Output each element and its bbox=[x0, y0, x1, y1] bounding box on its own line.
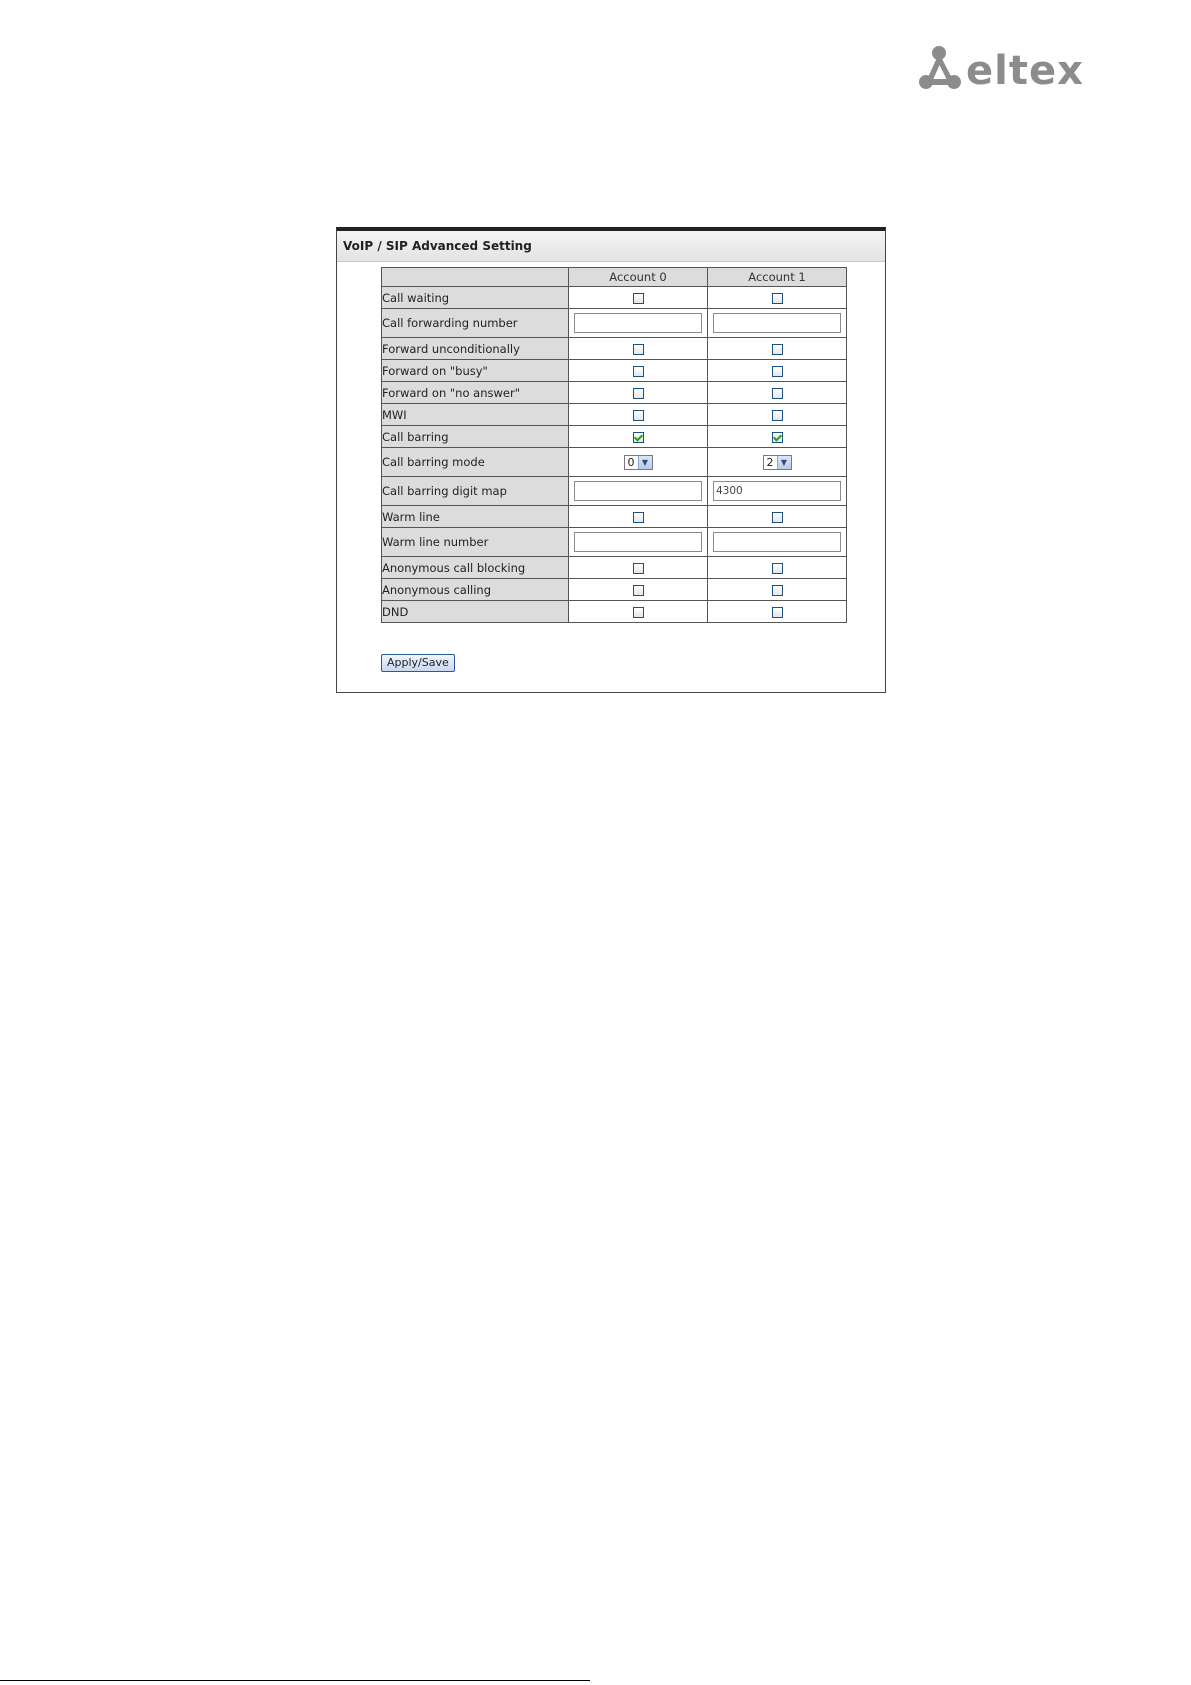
logo-text: eltex bbox=[966, 48, 1084, 92]
anonymous-calling-checkbox-account-1[interactable] bbox=[772, 585, 783, 596]
call-barring-digit-map-input-account-0[interactable] bbox=[574, 481, 702, 501]
label-dnd: DND bbox=[382, 601, 569, 623]
call-forwarding-number-input-account-0[interactable] bbox=[574, 313, 702, 333]
dnd-checkbox-account-0[interactable] bbox=[633, 607, 644, 618]
label-forward-no-answer: Forward on "no answer" bbox=[382, 382, 569, 404]
call-barring-mode-value-account-0: 0 bbox=[627, 455, 635, 469]
chevron-down-icon[interactable]: ▼ bbox=[638, 456, 652, 469]
warm-line-checkbox-account-0[interactable] bbox=[633, 512, 644, 523]
header-account-0: Account 0 bbox=[569, 268, 708, 287]
label-anonymous-calling: Anonymous calling bbox=[382, 579, 569, 601]
mwi-checkbox-account-0[interactable] bbox=[633, 410, 644, 421]
header-account-1: Account 1 bbox=[708, 268, 847, 287]
forward-busy-checkbox-account-1[interactable] bbox=[772, 366, 783, 377]
forward-no-answer-checkbox-account-0[interactable] bbox=[633, 388, 644, 399]
table-header-row bbox=[382, 268, 847, 287]
row-warm-line bbox=[382, 506, 847, 528]
call-forwarding-number-input-account-1[interactable] bbox=[713, 313, 841, 333]
row-forward-no-answer bbox=[382, 382, 847, 404]
page-footer-divider bbox=[0, 1680, 590, 1681]
chevron-down-icon[interactable]: ▼ bbox=[777, 456, 791, 469]
row-anonymous-calling bbox=[382, 579, 847, 601]
row-call-waiting bbox=[382, 287, 847, 309]
label-call-barring-digit-map: Call barring digit map bbox=[382, 477, 569, 506]
forward-unconditionally-checkbox-account-1[interactable] bbox=[772, 344, 783, 355]
forward-busy-checkbox-account-0[interactable] bbox=[633, 366, 644, 377]
settings-table bbox=[381, 267, 847, 623]
call-barring-mode-value-account-1: 2 bbox=[766, 455, 774, 469]
label-forward-unconditionally: Forward unconditionally bbox=[382, 338, 569, 360]
forward-no-answer-checkbox-account-1[interactable] bbox=[772, 388, 783, 399]
row-call-barring-mode bbox=[382, 448, 847, 477]
row-forward-unconditionally bbox=[382, 338, 847, 360]
anonymous-call-blocking-checkbox-account-0[interactable] bbox=[633, 563, 644, 574]
eltex-logo bbox=[918, 44, 1103, 92]
warm-line-number-input-account-1[interactable] bbox=[713, 532, 841, 552]
call-barring-mode-select-account-0[interactable] bbox=[624, 455, 653, 470]
label-forward-busy: Forward on "busy" bbox=[382, 360, 569, 382]
mwi-checkbox-account-1[interactable] bbox=[772, 410, 783, 421]
row-forward-busy bbox=[382, 360, 847, 382]
row-call-barring-digit-map bbox=[382, 477, 847, 506]
label-anonymous-call-blocking: Anonymous call blocking bbox=[382, 557, 569, 579]
row-call-forwarding-number bbox=[382, 309, 847, 338]
forward-unconditionally-checkbox-account-0[interactable] bbox=[633, 344, 644, 355]
apply-save-button[interactable]: Apply/Save bbox=[381, 654, 455, 672]
warm-line-number-input-account-0[interactable] bbox=[574, 532, 702, 552]
call-barring-digit-map-input-account-1[interactable] bbox=[713, 481, 841, 501]
label-call-barring: Call barring bbox=[382, 426, 569, 448]
label-warm-line-number: Warm line number bbox=[382, 528, 569, 557]
dnd-checkbox-account-1[interactable] bbox=[772, 607, 783, 618]
anonymous-calling-checkbox-account-0[interactable] bbox=[633, 585, 644, 596]
row-call-barring bbox=[382, 426, 847, 448]
header-blank bbox=[382, 268, 569, 287]
eltex-logo-icon bbox=[918, 44, 1103, 92]
anonymous-call-blocking-checkbox-account-1[interactable] bbox=[772, 563, 783, 574]
row-mwi bbox=[382, 404, 847, 426]
label-warm-line: Warm line bbox=[382, 506, 569, 528]
label-call-forwarding-number: Call forwarding number bbox=[382, 309, 569, 338]
call-barring-checkbox-account-1[interactable] bbox=[772, 432, 783, 443]
warm-line-checkbox-account-1[interactable] bbox=[772, 512, 783, 523]
row-warm-line-number bbox=[382, 528, 847, 557]
row-anonymous-call-blocking bbox=[382, 557, 847, 579]
sip-advanced-panel bbox=[336, 227, 886, 693]
call-waiting-checkbox-account-0[interactable] bbox=[633, 293, 644, 304]
label-call-waiting: Call waiting bbox=[382, 287, 569, 309]
call-barring-mode-select-account-1[interactable] bbox=[763, 455, 792, 470]
call-waiting-checkbox-account-1[interactable] bbox=[772, 293, 783, 304]
label-mwi: MWI bbox=[382, 404, 569, 426]
label-call-barring-mode: Call barring mode bbox=[382, 448, 569, 477]
row-dnd bbox=[382, 601, 847, 623]
call-barring-checkbox-account-0[interactable] bbox=[633, 432, 644, 443]
panel-title: VoIP / SIP Advanced Setting bbox=[337, 231, 885, 262]
